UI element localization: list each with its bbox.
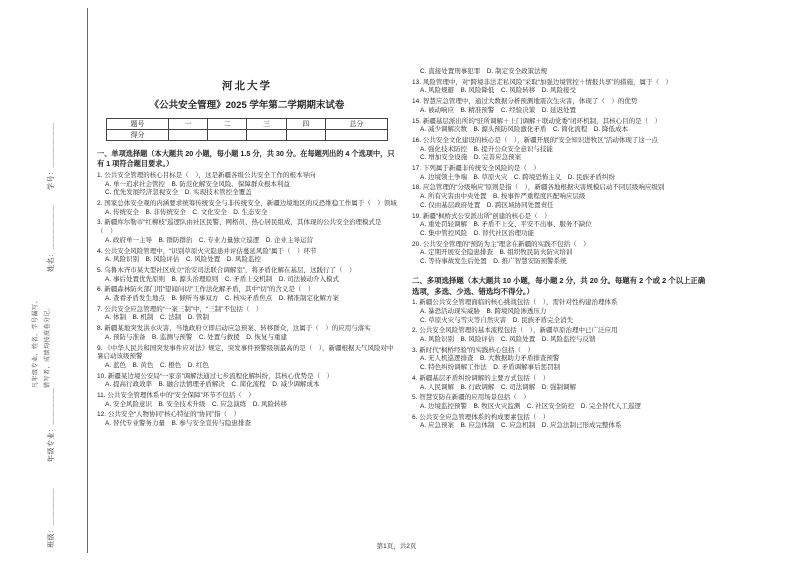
question xyxy=(412,241,708,267)
question-option-line: A. 人民调解 B. 行政调解 C. 司法调解 D. 强制调解 xyxy=(420,383,577,391)
question xyxy=(97,345,397,371)
score-table xyxy=(106,118,388,141)
question-option-line: A. 体制 B. 机制 C. 法制 D. 管制 xyxy=(105,314,210,322)
question-options xyxy=(97,256,397,265)
question xyxy=(412,137,708,163)
question-stem: 11. 公共安全管理体系中的“安全保障”环节不包括（ ） xyxy=(97,392,255,400)
question-option-line: A. 风险规避 B. 风险降低 C. 风险转移 D. 风险接受 xyxy=(420,87,577,95)
question xyxy=(412,184,708,210)
footer-page-info: 第1页，共2页 xyxy=(376,543,417,550)
binding-line xyxy=(87,8,88,553)
question-option-line: A. 应急预案 B. 应急体制 C. 应急机制 D. 应急法制已形成完整体系 xyxy=(420,422,622,430)
section-one-heading: 一、单项选择题（本大题共 20 小题，每小题 1.5 分，共 30 分。在每题列出的 4 个选项中，只有 1 项符合题目要求。） xyxy=(97,149,395,169)
question-option-line: C. 仅由基层政府处置 D. 跨区域协同处置责任 xyxy=(420,201,554,209)
question-option-line: A. 风险识别 B. 风险评估 C. 风险处置 D. 风险监控 xyxy=(105,256,262,264)
question-stem: 1. 公共安全管理的核心目标是（ ），这是新疆各级公共安全工作的根本导向 xyxy=(97,171,316,179)
question xyxy=(97,219,397,245)
question-stem: 6. 新疆森林防火部门用“望闻问切”工作法化解矛盾，其中“切”的含义是（ ） xyxy=(97,286,315,294)
score-table-header-cell: 二 xyxy=(208,119,247,130)
question xyxy=(412,98,708,115)
question-stem: 15. 新疆基层派出所的“驻所调解＋上门调解＋联动党委”闭环机制，其核心目的是（ ） xyxy=(412,117,662,125)
score-blank-cell xyxy=(169,130,208,141)
question-stem: 3. 新时代“枫桥经验”的实践核心包括（ ） xyxy=(412,346,535,354)
question-options xyxy=(97,381,397,390)
question-option-line: A. 边境领土争端 B. 草原火灾 C. 跨境恐怖主义 D. 民族矛盾纠纷 xyxy=(420,173,616,181)
question-option-line: A. 风险识别 B. 风险评估 C. 风险处置 D. 风险监控与反馈 xyxy=(420,336,596,344)
question-options xyxy=(97,237,397,246)
question-options xyxy=(412,146,708,163)
score-blank-cell xyxy=(208,130,247,141)
score-table-header-row xyxy=(107,119,388,130)
question xyxy=(97,306,397,323)
question xyxy=(412,414,708,431)
question-option-line: A. 定期开展安全隐患排查 B. 组织牧民防火防灾培训 xyxy=(420,249,573,257)
score-table-header-cell: 三 xyxy=(247,119,286,130)
sidebar-warning-line1: 凡年级专业、姓名、学号漏写、 xyxy=(33,296,39,388)
question-option-line: C. 优先发展经济忽视安全 D. 实现技术管控全覆盖 xyxy=(105,189,252,197)
section-one-questions-left xyxy=(97,172,397,429)
sidebar-name-field: 姓名：＿＿＿＿＿＿ xyxy=(48,204,55,272)
university-name: 河北大学 xyxy=(222,80,272,92)
score-blank-cell xyxy=(286,130,325,141)
question xyxy=(97,267,397,284)
question-option-line: A. 所有灾害由中央处置 B. 按事件严重程度匹配响应层级 xyxy=(420,193,586,201)
question-options xyxy=(97,362,397,371)
question xyxy=(412,118,708,135)
score-blank-cell xyxy=(247,130,286,141)
question-12-continuation-options: C. 直接处置刑事犯罪 D. 制定安全政策法规 xyxy=(420,68,548,75)
question xyxy=(412,299,708,325)
question-options xyxy=(412,126,708,135)
question-option-line: A. 预防与准备 B. 监测与预警 C. 处置与救援 D. 恢复与重建 xyxy=(105,333,288,341)
question-option-line: A. 政府单一主导 B. 群防群治 C. 专业力量独立巡逻 D. 企业主导运营 xyxy=(105,236,314,244)
question-option-line: A. 无人机巡逻排查 B. 大数据助力矛盾排查预警 xyxy=(420,355,560,363)
question xyxy=(97,200,397,217)
question xyxy=(97,325,397,342)
score-table-header-cell: 四 xyxy=(286,119,325,130)
exam-title: 《公共安全管理》2025 学年第二学期期末试卷 xyxy=(149,100,345,111)
sidebar-class-field: 班级：＿＿＿＿＿ xyxy=(48,488,55,548)
question-stem: 5. 乌鲁木齐市某大型社区成立“治安司法联合调解室”，将矛盾化解在基层，这践行了（ ） xyxy=(97,266,356,274)
question-options xyxy=(412,336,708,345)
question xyxy=(412,79,708,96)
question xyxy=(412,347,708,373)
sidebar-student-id-field: 学号：＿＿＿＿＿＿ xyxy=(48,122,55,190)
section-two-heading: 二、多项选择题（本大题共 10 小题，每小题 2 分，共 20 分。每题有 2 个或 2 个以上正确选项，多选、少选、错选均不得分。） xyxy=(412,275,706,296)
question-stem: 5. 智慧安防在新疆的应用场景包括（ ） xyxy=(412,394,530,402)
score-table-header-cell: 题号 xyxy=(107,119,169,130)
question-option-line: C. 特色纠纷调解工作法 D. 矛盾调解事后惩罚制 xyxy=(420,364,561,372)
question-options xyxy=(97,181,397,198)
question xyxy=(97,248,397,265)
score-blank-cell xyxy=(325,130,387,141)
question xyxy=(97,411,397,428)
question-options xyxy=(97,420,397,429)
question-stem: 18. 应急管理的“分级响应”原则是指（ ），新疆各地根据灾害规模启动不同层级响应级别 xyxy=(412,184,665,192)
left-column xyxy=(97,78,397,429)
question-options xyxy=(412,384,708,393)
score-table-header-cell: 总分 xyxy=(325,119,387,130)
question-options xyxy=(412,87,708,96)
question-option-line: A. 被动响应 B. 精准预警 C. 经验决策 D. 延迟处置 xyxy=(420,106,577,114)
question-option-line: A. 传统安全 B. 非传统安全 C. 文化安全 D. 生态安全 xyxy=(105,208,268,216)
section-one-questions-right xyxy=(412,79,708,267)
question-stem: 2. 公共安全风险管理的基本流程包括（ ），新疆草原治理中已广泛应用 xyxy=(412,327,618,335)
question-option-line: C. 增加安全设施 D. 完善应急预案 xyxy=(420,154,522,162)
question-option-line: C. 草原火灾与雪灾等自然灾害 D. 民族矛盾完全消失 xyxy=(420,316,574,324)
question-stem: 10. 新疆某边境公安局“一家亲”调解法通过七步流程化解纠纷，其核心优势是（ ） xyxy=(97,372,334,380)
question-stem: 16. 公共安全文化建设的核心是（ ），新疆开展的“安全知识进牧区”活动体现了这一点 xyxy=(412,136,658,144)
question-stem: 4. 新疆基层矛盾纠纷调解的主要方式包括（ ） xyxy=(412,374,550,382)
question-stem: 4. 公共安全风险管理中，“识别草原火灾隐患并评估蔓延风险”属于（ ）环节 xyxy=(97,247,317,255)
question-stem: 1. 新疆公共安全管理面临的核心挑战包括（ ），需针对性构建治理体系 xyxy=(412,299,618,307)
question-stem: 14. 智慧应急管理中，通过大数据分析预测地震次生灾害，体现了（ ）的优势 xyxy=(412,98,638,106)
question-option-line: A. 安全风险意识 B. 安全技术升级 C. 应急演练 D. 风险转移 xyxy=(105,400,288,408)
question-options xyxy=(97,314,397,323)
question-option-line: A. 强化技术防控 B. 提升公众安全意识与技能 xyxy=(420,145,553,153)
question-options xyxy=(412,249,708,266)
question-options xyxy=(97,276,397,285)
question-options xyxy=(97,295,397,304)
question xyxy=(412,375,708,392)
question-option-line: A. 暴恐活动现实威胁 B. 跨境风险渗透压力 xyxy=(420,307,547,315)
right-column xyxy=(412,68,708,431)
question-options xyxy=(412,422,708,431)
question-option-line: A. 重处罚轻调解 B. 矛盾不上交、平安不出事、服务不缺位 xyxy=(420,221,592,229)
question-options xyxy=(412,107,708,116)
question-option-line: A. 蓝色 B. 黄色 C. 橙色 D. 红色 xyxy=(105,361,210,369)
question-option-line: C. 等待事故发生后处置 D. 推广智慧安防预警系统 xyxy=(420,258,567,266)
question-option-line: A. 提高行政效率 B. 融合法情理矛盾解决 C. 简化流程 D. 减少调解成本 xyxy=(105,381,320,389)
question-options xyxy=(97,334,397,343)
question-options xyxy=(412,174,708,183)
section-two-questions xyxy=(412,299,708,431)
question-option-line: A. 查看矛盾发生地点 B. 倾听当事双方 C. 核实矛盾焦点 D. 精准制定化解方案 xyxy=(105,295,340,303)
question-options xyxy=(97,401,397,410)
question-stem: 12. 公共安全“人物协同”核心特征的“协同”指（ ） xyxy=(97,411,240,419)
question-option-line: A. 替代专业警务力量 B. 参与安全宣传与隐患排查 xyxy=(105,420,251,428)
question xyxy=(412,394,708,411)
question-options xyxy=(412,308,708,325)
question-stem: 6. 公共安全应急管理体系的构成要素包括（ ） xyxy=(412,413,550,421)
question-option-line: A. 减少调解次数 B. 源头预防风险激化矛盾 C. 简化流程 D. 降低成本 xyxy=(420,126,629,134)
question-stem: 9. 《中华人民共和国突发事件应对法》规定，突发事件预警级别最高的是（ ），新疆根据天气风险对中暑启动该级预警 xyxy=(97,344,394,361)
question xyxy=(97,392,397,409)
binding-margin xyxy=(0,0,92,561)
question-stem: 3. 新疆库尔勒市“红柳枝”巡逻队由社区民警、网格员、热心居民组成，其体现的公共安全治理模式是（ ） xyxy=(97,219,382,236)
score-table-header-cell: 一 xyxy=(169,119,208,130)
question-stem: 7. 公共安全应急管理的“一案三制”中，“三制”不包括（ ） xyxy=(97,305,263,313)
score-row-label: 得分 xyxy=(107,130,169,141)
question xyxy=(97,286,397,303)
sidebar-major-field: 年级专业：＿＿＿＿＿ xyxy=(48,387,55,462)
question-options xyxy=(412,355,708,372)
question-option-line: C. 集中管控风险 D. 替代社区治理功能 xyxy=(420,229,535,237)
question-option-line: A. 单一追求社会管控 B. 防范化解安全风险、保障群众根本利益 xyxy=(105,180,290,188)
score-table-score-row xyxy=(107,130,388,141)
question-options xyxy=(412,221,708,238)
question xyxy=(412,327,708,344)
question-option-line: A. 边境监控预警 B. 牧区火灾监测 C. 社区安全防控 D. 完全替代人工巡逻 xyxy=(420,402,642,410)
question-stem: 19. 新疆“枫桥式公安派出所”创建的核心是（ ） xyxy=(412,212,551,220)
question xyxy=(97,172,397,198)
question xyxy=(97,373,397,390)
question-stem: 8. 新疆某地突发洪水灾害，当地政府立即启动应急预案、转移群众，这属于（ ）的应用与落实 xyxy=(97,325,371,333)
question-options xyxy=(97,209,397,218)
question-options xyxy=(412,403,708,412)
question-stem: 17. 下列属于新疆非传统安全风险的是（ ） xyxy=(412,165,540,173)
question-options xyxy=(412,193,708,210)
question-option-line: A. 事后处置优先原则 B. 源头治理原则 C. 矛盾上交机制 D. 司法被动介入模式 xyxy=(105,275,340,283)
sidebar-warning-line2: 错写者，成绩均按废卷分记。 xyxy=(45,303,51,388)
question-stem: 2. 国家总体安全观的内涵要求统筹传统安全与非传统安全，新疆边境地区的反恐维稳工作属于（ ）领域 xyxy=(97,199,397,207)
question-stem: 20. 公共安全管理的“预防为主”理念在新疆的实践不包括（ ） xyxy=(412,240,590,248)
question xyxy=(412,165,708,182)
question-stem: 13. 风险管理中，对“跨境非法走私风险”采取“加强边境管控＋情报共享”的措施，属于（ ） xyxy=(412,78,672,86)
question xyxy=(412,213,708,239)
